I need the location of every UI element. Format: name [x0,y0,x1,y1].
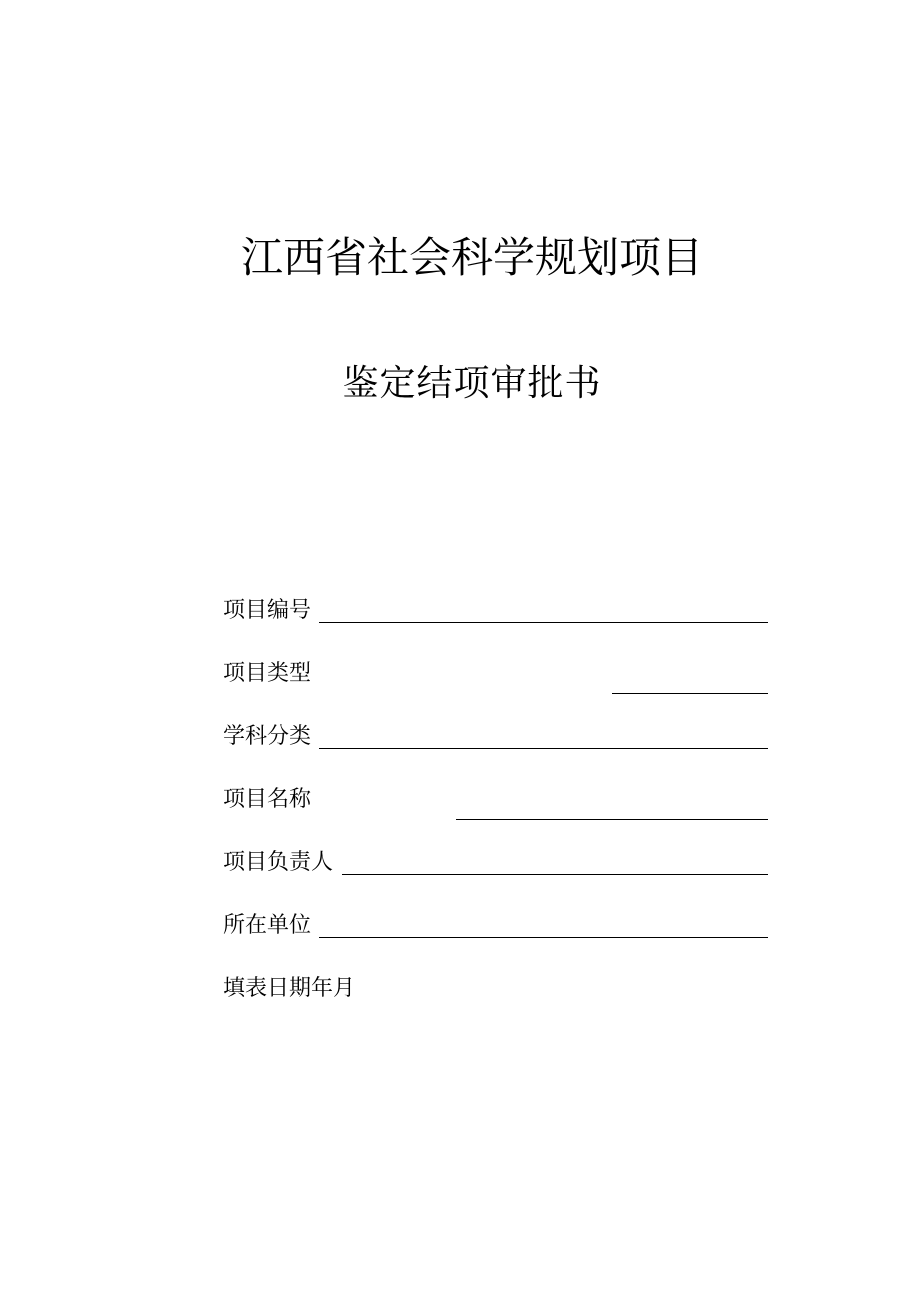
field-project-type [223,659,768,722]
discipline-field[interactable] [319,748,768,749]
field-fill-date [223,974,768,1037]
field-label: 填表日期年月 [223,976,356,1001]
cover-form [223,596,768,1037]
project-leader-field[interactable] [342,874,768,875]
project-type-field[interactable] [612,693,768,694]
field-label: 学科分类 [223,724,312,749]
field-label: 项目名称 [223,787,312,812]
field-label: 项目类型 [223,661,312,686]
field-label: 项目编号 [223,598,312,623]
field-label: 所在单位 [223,913,312,938]
project-name-field[interactable] [456,819,768,820]
field-project-name [223,785,768,848]
field-discipline [223,722,768,785]
field-project-leader [223,848,768,911]
field-affiliation [223,911,768,974]
document-title: 江西省社会科学规划项目 [240,233,703,282]
project-number-field[interactable] [319,622,768,623]
document-subtitle: 鉴定结项审批书 [342,363,602,404]
affiliation-field[interactable] [319,937,768,938]
field-label: 项目负责人 [223,850,334,875]
field-project-number [223,596,768,659]
